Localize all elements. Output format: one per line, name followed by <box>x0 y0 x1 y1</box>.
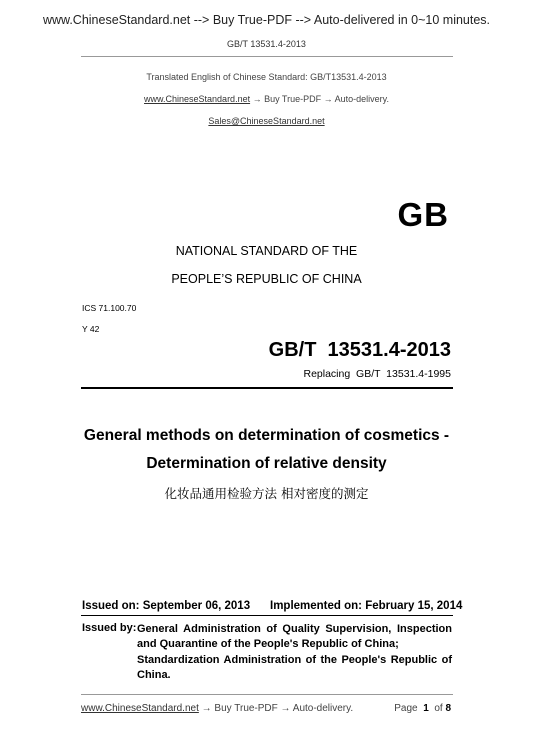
page-total: 8 <box>445 703 451 714</box>
national-standard-line-1: NATIONAL STANDARD OF THE <box>175 244 358 258</box>
header-divider <box>81 56 453 57</box>
issued-by-label: Issued by: <box>82 622 137 634</box>
standard-number: GB/T 13531.4-2013 <box>268 339 451 361</box>
title-divider <box>81 387 453 389</box>
title-en-line-2: Determination of relative density <box>146 455 387 472</box>
email-line <box>0 116 533 126</box>
page-indicator <box>394 703 451 714</box>
issued-by-authority-2: Standardization Administration of the People's Republic of China. <box>137 654 452 681</box>
top-banner: www.ChineseStandard.net --> Buy True-PDF --> Auto-delivered in 0~10 minutes. <box>42 13 491 27</box>
site-link[interactable]: www.ChineseStandard.net <box>144 94 251 104</box>
translation-delivery-line <box>0 94 533 104</box>
title-en-line-1: General methods on determination of cosmetics - <box>83 427 450 444</box>
issue-divider <box>81 615 453 616</box>
translation-notice: Translated English of Chinese Standard: GB/T13531.4-2013 <box>146 72 387 82</box>
footer-divider <box>81 694 453 695</box>
footer-site-link[interactable]: www.ChineseStandard.net <box>81 703 199 714</box>
page-number: 1 <box>423 703 429 714</box>
delivery-text: → Buy True-PDF → Auto-delivery. <box>250 94 389 104</box>
ics-code: ICS 71.100.70 <box>82 303 137 313</box>
of-label: of <box>434 703 443 714</box>
footer-delivery <box>81 703 353 714</box>
issued-by-authority-1: General Administration of Quality Supervision, Inspection and Quarantine of the People's Republic of China; <box>137 623 452 650</box>
gb-mark: GB <box>397 196 449 233</box>
title-cn: 化妆品通用检验方法 相对密度的测定 <box>164 486 369 501</box>
email-link[interactable]: Sales@ChineseStandard.net <box>208 116 325 126</box>
implemented-date: Implemented on: February 15, 2014 <box>270 600 463 612</box>
national-standard-line-2: PEOPLE’S REPUBLIC OF CHINA <box>171 272 362 286</box>
classification-code: Y 42 <box>82 324 100 334</box>
header-standard-code: GB/T 13531.4-2013 <box>227 39 306 49</box>
footer-delivery-text: → Buy True-PDF → Auto-delivery. <box>198 703 354 714</box>
page-label: Page <box>394 703 418 714</box>
issued-date: Issued on: September 06, 2013 <box>82 600 251 612</box>
replacing-note: Replacing GB/T 13531.4-1995 <box>303 368 451 380</box>
